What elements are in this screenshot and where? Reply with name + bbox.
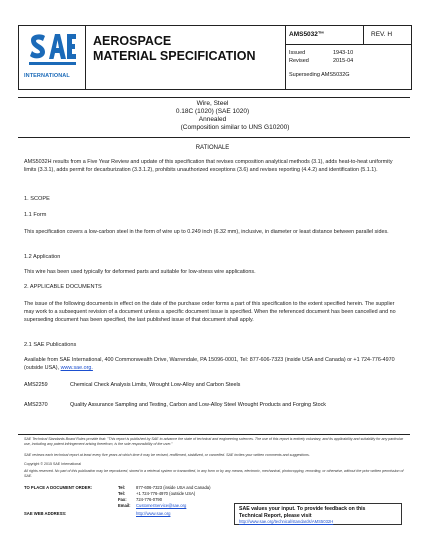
doc-number: AMS5032™ xyxy=(289,31,325,38)
doc-number-row xyxy=(285,26,411,45)
divider xyxy=(18,434,410,435)
reference-title: Quality Assurance Sampling and Testing, Carbon and Low-Alloy Steel Wrought Products and Forging Stock xyxy=(70,402,326,408)
section-1-heading: 1. SCOPE xyxy=(24,196,50,202)
sae-logo xyxy=(19,26,86,89)
document-meta xyxy=(285,26,411,89)
tel-value: 877-606-7323 (inside USA and Canada) xyxy=(136,485,211,490)
rationale-heading: RATIONALE xyxy=(195,145,230,151)
divider xyxy=(363,26,364,44)
reference-number: AMS2259 xyxy=(24,382,48,388)
section-2-heading: 2. APPLICABLE DOCUMENTS xyxy=(24,284,102,290)
divider xyxy=(18,137,410,138)
revised-label: Revised xyxy=(289,58,309,64)
title-line-1: AEROSPACE xyxy=(93,34,172,48)
feedback-link[interactable]: http://www.sae.org/technical/standards/AMS5032H xyxy=(239,519,334,524)
publisher-address: Available from SAE International, 400 Commonwealth Drive, Warrendale, PA 15096-0001, Tel: 877-606-7323 (inside USA and Canada) or +1 724-776-4970 (outside USA), xyxy=(24,357,395,371)
sae-logo-icon xyxy=(27,30,77,72)
spec-title xyxy=(85,26,286,89)
material-line-1: Wire, Steel xyxy=(196,100,229,107)
revision: REV. H xyxy=(371,31,393,38)
order-label: TO PLACE A DOCUMENT ORDER: xyxy=(24,485,93,490)
web-address-link[interactable]: http://www.sae.org xyxy=(136,511,171,516)
feedback-line-1: SAE values your input. To provide feedback on this xyxy=(239,506,366,512)
issued-value: 1943-10 xyxy=(333,50,354,56)
material-line-4: (Composition similar to UNS G10200) xyxy=(180,124,290,131)
tel-value: +1 724-776-4970 (outside USA) xyxy=(136,491,196,496)
tel-label: Tel: xyxy=(118,485,126,490)
section-1-1-text: This specification covers a low-carbon steel in the form of wire up to 0.249 inch (6.32 mm), inclusive, in diameter or least distance between parallel sides. xyxy=(24,229,389,235)
email-label: Email: xyxy=(118,503,131,508)
footer-copyright: Copyright © 2015 SAE International xyxy=(24,462,81,466)
section-2-1-text xyxy=(24,356,404,372)
email-link[interactable]: CustomerService@sae.org xyxy=(136,503,187,508)
feedback-box xyxy=(234,503,402,525)
material-line-3: Annealed xyxy=(198,116,227,123)
sae-website-link[interactable]: www.sae.org. xyxy=(60,365,93,371)
divider xyxy=(18,97,410,98)
reference-title: Chemical Check Analysis Limits, Wrought Low-Alloy and Carbon Steels xyxy=(70,382,241,388)
rationale-text: AMS5032H results from a Five Year Review and update of this specification that revises composition analytical methods (3.1), adds heat-to-heat uniformity limits (3.3.1), adds permit for decarburization (3.3.1.2), prohibits unauthorized exceptions (3.6) and revises reporting (4.4.2) and identification (5.1.1). xyxy=(24,159,393,173)
section-2-1-heading: 2.1 SAE Publications xyxy=(24,342,77,348)
web-address-label: SAE WEB ADDRESS: xyxy=(24,511,67,516)
material-line-2: 0.18C (1020) (SAE 1020) xyxy=(175,108,250,115)
section-1-2-text: This wire has been used typically for deformed parts and suitable for low-stress wire applications. xyxy=(24,269,256,275)
fax-value: 724-776-0790 xyxy=(136,497,163,502)
tel-label: Tel: xyxy=(118,491,126,496)
fax-label: Fax: xyxy=(118,497,127,502)
reference-number: AMS2370 xyxy=(24,402,48,408)
footer-disclaimer-2: SAE reviews each technical report at least every five years at which time it may be revised, reaffirmed, stabilized, or cancelled. SAE invites your written comments and suggestions. xyxy=(24,453,310,457)
section-1-1-heading: 1.1 Form xyxy=(24,212,47,218)
footer-rights: All rights reserved. No part of this publication may be reproduced, stored in a retrieval system or transmitted, in any form or by any means, electronic, mechanical, photocopying, recording, or otherwise, without the prior written permission of SAE. xyxy=(24,469,404,478)
feedback-line-2: Technical Report, please visit xyxy=(239,513,312,519)
revised-value: 2015-04 xyxy=(333,58,354,64)
superseding-note: Superseding AMS5032G xyxy=(289,72,350,78)
title-line-2: MATERIAL SPECIFICATION xyxy=(93,49,256,63)
document-header xyxy=(18,25,412,90)
section-1-2-heading: 1.2 Application xyxy=(24,254,61,260)
logo-subtitle: INTERNATIONAL xyxy=(24,73,70,79)
footer-disclaimer-1: SAE Technical Standards Board Rules provide that: "This report is published by SAE to advance the state of technical and engineering sciences. The use of this report is entirely voluntary, and its applicability and suitability for any particular use, including any patent infringement arising therefrom, is the sole responsibility of the user." xyxy=(24,437,404,446)
section-2-text: The issue of the following documents in effect on the date of the purchase order forms a part of this specification to the extent specified herein. The supplier may work to a subsequent revision of a document unless a specific document issue is specified. When the referenced document has been cancelled and no superseding document has been specified, the last published issue of that document shall apply. xyxy=(24,301,396,323)
issued-label: Issued xyxy=(289,50,306,56)
